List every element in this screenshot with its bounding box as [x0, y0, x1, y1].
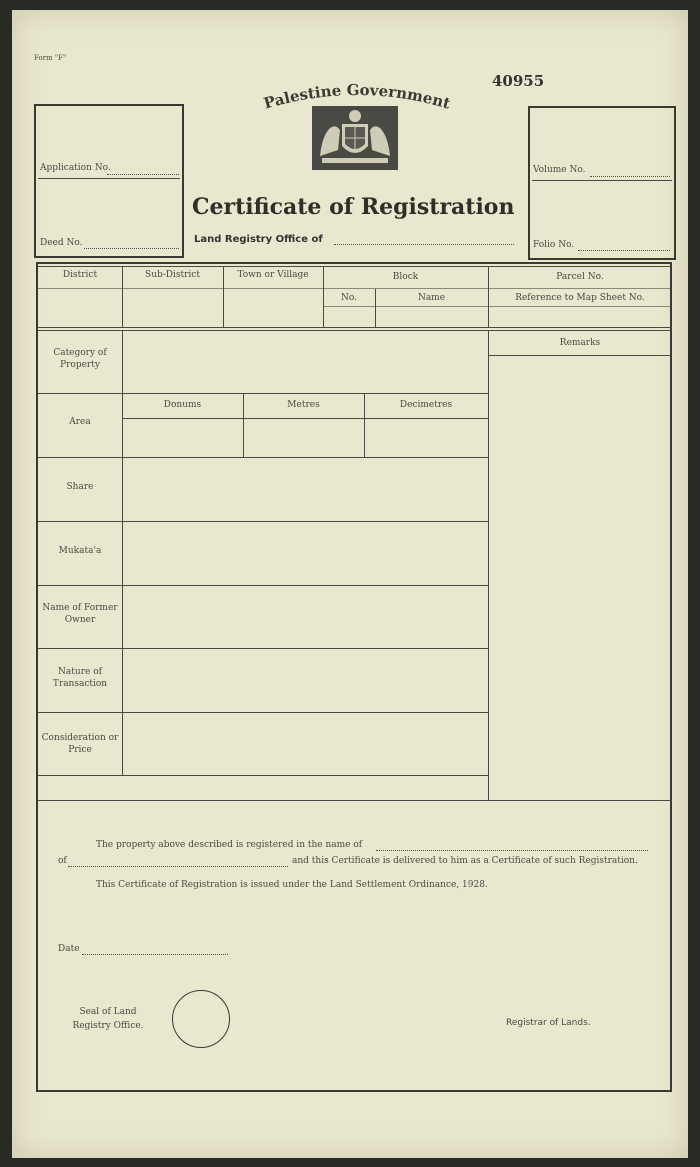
- block-header: Block: [392, 272, 419, 282]
- block-name-header: Name: [417, 293, 446, 303]
- volume-box: [528, 106, 676, 260]
- ordinance-statement: This Certificate of Registration is issued under the Land Settlement Ordinance, 1928.: [96, 880, 488, 890]
- form-label: Form "F": [34, 54, 67, 62]
- area-label: Area: [69, 417, 91, 427]
- delivered-statement: and this Certificate is delivered to him as a Certificate of such Registration.: [292, 856, 638, 866]
- transaction-label: Nature of Transaction: [52, 667, 108, 689]
- remarks-header: Remarks: [559, 338, 601, 348]
- seal-circle: [172, 990, 230, 1048]
- former-owner-label: Name of Former Owner: [42, 603, 118, 625]
- registration-table: [36, 262, 672, 1092]
- certificate-title: Certificate of Registration: [192, 194, 515, 220]
- registered-statement: The property above described is registered in the name of: [96, 840, 363, 850]
- share-label: Share: [66, 482, 94, 492]
- consideration-label: Consideration or Price: [41, 733, 119, 755]
- date-label: Date: [58, 944, 80, 954]
- seal-label: Seal of Land Registry Office.: [72, 1007, 144, 1031]
- deed-label: Deed No.: [40, 238, 83, 248]
- land-registry-office-label: Land Registry Office of: [194, 234, 323, 245]
- district-header: District: [62, 270, 98, 280]
- svg-text:Palestine Government: Palestine Government: [261, 80, 453, 113]
- coat-of-arms-emblem: [312, 106, 398, 170]
- application-label: Application No.: [40, 163, 111, 173]
- application-box: [34, 104, 184, 258]
- sub-district-header: Sub-District: [145, 270, 200, 280]
- decimetres-header: Decimetres: [399, 400, 453, 410]
- serial-number: 40955: [492, 72, 545, 90]
- certificate-document: [12, 10, 688, 1158]
- metres-header: Metres: [287, 400, 320, 410]
- town-village-header: Town or Village: [237, 270, 309, 280]
- category-label: Category of Property: [53, 348, 107, 370]
- parcel-no-header: Parcel No.: [556, 272, 604, 282]
- donums-header: Donums: [163, 400, 202, 410]
- volume-label: Volume No.: [533, 165, 586, 175]
- registrar-label: Registrar of Lands.: [506, 1018, 591, 1028]
- map-sheet-reference-header: Reference to Map Sheet No.: [515, 293, 645, 303]
- folio-label: Folio No.: [533, 240, 575, 250]
- mukataa-label: Mukata'a: [58, 546, 102, 556]
- of-label: of: [58, 856, 67, 866]
- block-no-header: No.: [341, 293, 357, 303]
